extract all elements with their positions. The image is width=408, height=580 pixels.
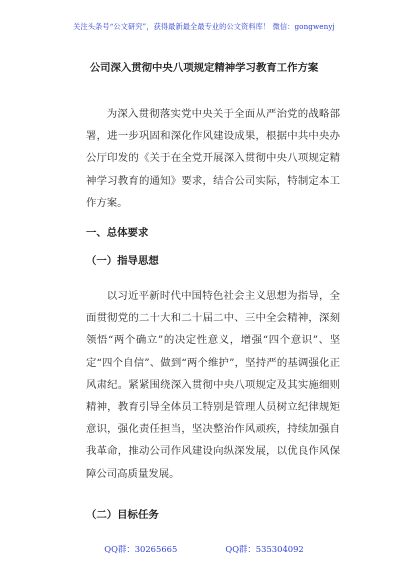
subsection-heading-targets: （二）目标任务 — [86, 509, 159, 521]
section-heading-overall: 一、总体要求 — [86, 227, 149, 239]
footer-qq-group-1: QQ群：30265665 — [104, 544, 178, 554]
document-title: 公司深入贯彻中央八项规定精神学习教育工作方案 — [89, 62, 319, 74]
header-banner: 关注头条号“公文研究”，获得最新最全最专业的公文资料库！ 微信：gongwenyj — [73, 22, 335, 31]
footer — [0, 543, 408, 555]
subsection-heading-guiding-thought: （一）指导思想 — [86, 255, 159, 267]
intro-paragraph: 为深入贯彻落实党中央关于全面从严治党的战略部署，进一步巩固和深化作风建设成果，根据中共中央办公厅印发的《关于在全党开展深入贯彻中央八项规定精神学习教育的通知》要求，结合公司实际，特制定本工作方案。 — [86, 108, 340, 209]
guiding-thought-paragraph: 以习近平新时代中国特色社会主义思想为指导，全面贯彻党的二十大和二十届二中、三中全会精神，深刻领悟“两个确立”的决定性意义，增强“四个意识”、坚定“四个自信”、做到“两个维护”，坚持严的基调强化正风肃纪。紧紧围绕深入贯彻中央八项规定及其实施细则精神，教育引导全体员工特别是管理人员树立纪律规矩意识，强化责任担当，坚决整治作风顽疾，持续加强自我革命，推动公司作风建设向纵深发展，以优良作风保障公司高质量发展。 — [86, 290, 340, 480]
footer-qq-group-2: QQ群：535304092 — [225, 544, 304, 554]
